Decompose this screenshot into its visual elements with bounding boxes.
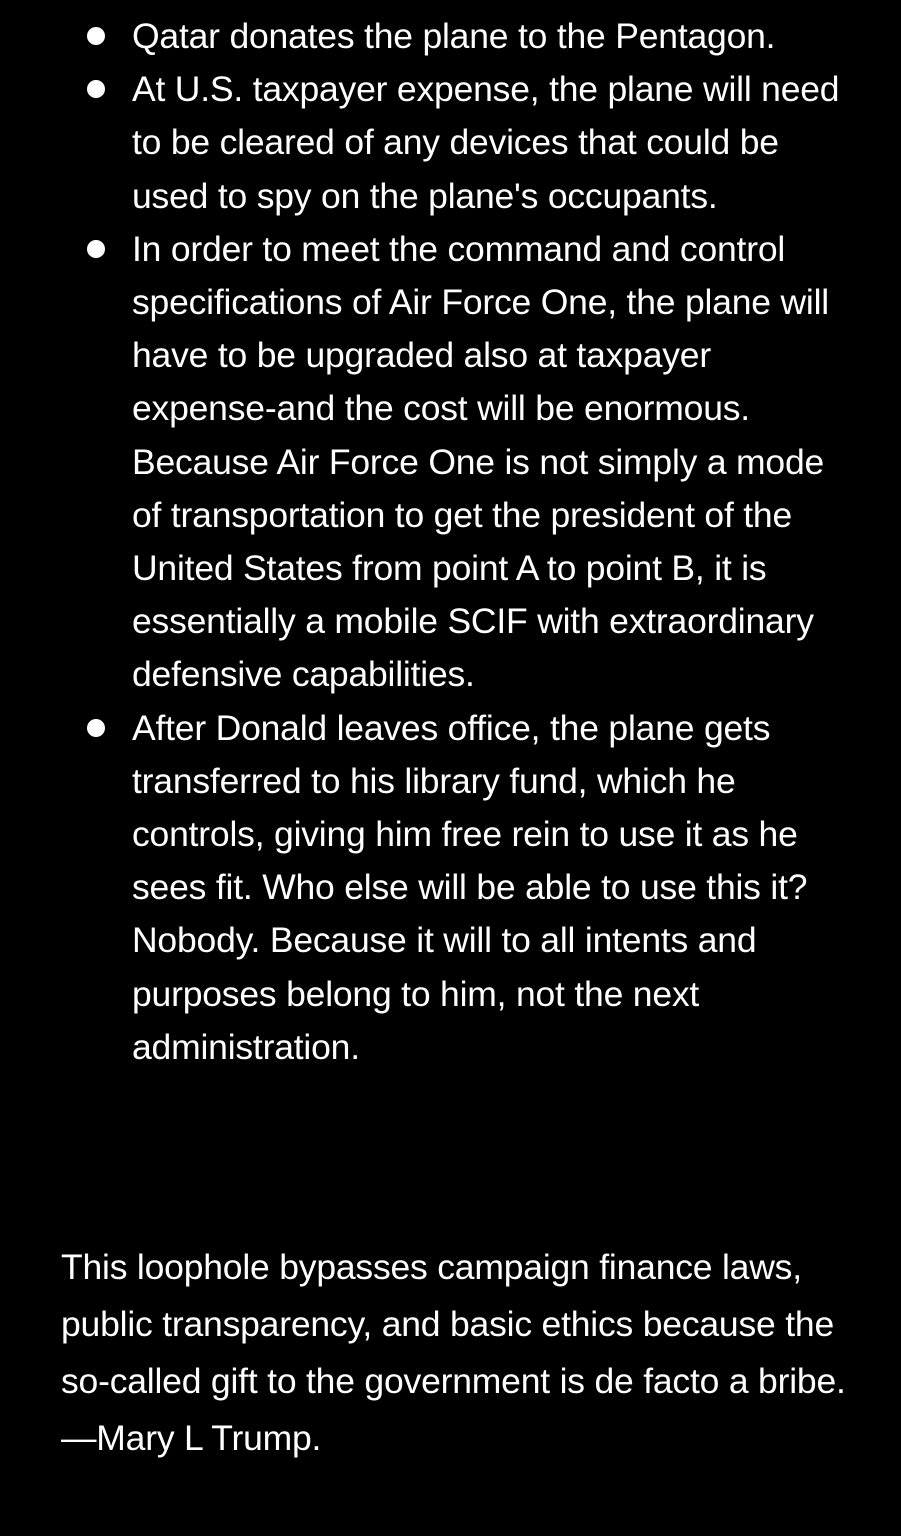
bullet-dot-icon: [87, 27, 105, 45]
bullet-text: After Donald leaves office, the plane gets transferred to his library fund, which he controls, giving him free rein to use it as he sees fit. Who else will be able to use this it? Nobody. Because it will to all intents and purposes belong to him, not the next administration.: [132, 707, 808, 1067]
bullet-dot-icon: [87, 80, 105, 98]
bullet-dot-icon: [87, 240, 105, 258]
closing-paragraph: This loophole bypasses campaign finance laws, public transparency, and basic ethics because the so-called gift to the government is de facto a bribe. —Mary L Trump.: [61, 1247, 846, 1458]
bullet-item: [0, 223, 901, 702]
bullet-list: [0, 10, 901, 1074]
bullet-text: Qatar donates the plane to the Pentagon.: [132, 16, 776, 56]
bullet-text: In order to meet the command and control specifications of Air Force One, the plane will have to be upgraded also at taxpayer expense-and the cost will be enormous. Because Air Force One is not simply a mode of transportation to get the president of the United States from point A to point B, it is essentially a mobile SCIF with extraordinary defensive capabilities.: [132, 228, 829, 695]
bullet-item: [0, 702, 901, 1074]
bullet-item: [0, 10, 901, 63]
bullet-item: [0, 63, 901, 223]
bullet-dot-icon: [87, 719, 105, 737]
bullet-text: At U.S. taxpayer expense, the plane will need to be cleared of any devices that could be used to spy on the plane's occupants.: [132, 69, 840, 216]
